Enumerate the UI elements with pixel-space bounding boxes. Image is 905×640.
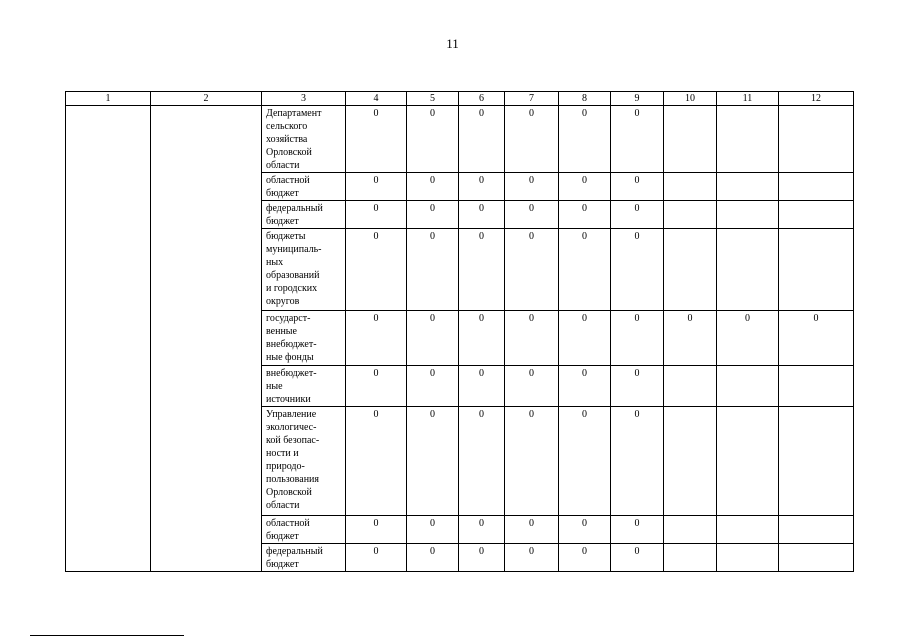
value-cell — [779, 516, 854, 544]
row-label-line: области — [266, 500, 300, 511]
row-label — [262, 201, 346, 229]
row-label-line: экологичес- — [266, 422, 317, 433]
row-label-line: областной — [266, 175, 310, 186]
row-label-line: государст- — [266, 313, 311, 324]
row-label-line: ные — [266, 381, 283, 392]
value-cell: 0 — [407, 201, 459, 229]
row-label-line: Орловской — [266, 147, 312, 158]
value-cell — [717, 229, 779, 311]
value-cell: 0 — [611, 173, 664, 201]
row-label-line: бюджет — [266, 216, 299, 227]
value-cell: 0 — [505, 173, 559, 201]
value-cell: 0 — [779, 311, 854, 366]
value-cell: 0 — [459, 311, 505, 366]
row-label-line: венные — [266, 326, 297, 337]
header-cell: 1 — [66, 92, 151, 106]
table-header-row — [66, 92, 854, 106]
value-cell: 0 — [346, 106, 407, 173]
row-label-line: образований — [266, 270, 320, 281]
value-cell: 0 — [611, 106, 664, 173]
header-cell: 5 — [407, 92, 459, 106]
row-label-line: областной — [266, 518, 310, 529]
value-cell: 0 — [459, 516, 505, 544]
value-cell — [717, 544, 779, 572]
value-cell — [779, 229, 854, 311]
value-cell — [664, 407, 717, 516]
value-cell: 0 — [407, 106, 459, 173]
row-label-line: бюджет — [266, 531, 299, 542]
value-cell: 0 — [664, 311, 717, 366]
footnote-separator — [30, 635, 184, 636]
value-cell: 0 — [505, 366, 559, 407]
value-cell: 0 — [407, 407, 459, 516]
value-cell — [717, 201, 779, 229]
value-cell: 0 — [459, 106, 505, 173]
header-cell: 9 — [611, 92, 664, 106]
value-cell: 0 — [459, 366, 505, 407]
value-cell: 0 — [559, 173, 611, 201]
value-cell: 0 — [611, 366, 664, 407]
value-cell — [779, 201, 854, 229]
row-label-line: Орловской — [266, 487, 312, 498]
header-cell: 8 — [559, 92, 611, 106]
header-cell: 6 — [459, 92, 505, 106]
value-cell — [779, 106, 854, 173]
value-cell: 0 — [459, 544, 505, 572]
value-cell: 0 — [559, 106, 611, 173]
value-cell: 0 — [559, 544, 611, 572]
row-label-line: природо- — [266, 461, 305, 472]
row-label — [262, 407, 346, 516]
row-label — [262, 544, 346, 572]
row-label-line: источники — [266, 394, 311, 405]
value-cell — [664, 229, 717, 311]
row-label-line: и городских — [266, 283, 318, 294]
row-label — [262, 106, 346, 173]
value-cell: 0 — [407, 173, 459, 201]
row-label — [262, 366, 346, 407]
value-cell: 0 — [459, 407, 505, 516]
row-label-line: бюджет — [266, 559, 299, 570]
value-cell: 0 — [559, 201, 611, 229]
header-cell: 11 — [717, 92, 779, 106]
row-label-line: муниципаль- — [266, 244, 322, 255]
value-cell: 0 — [559, 229, 611, 311]
value-cell — [779, 544, 854, 572]
value-cell — [664, 516, 717, 544]
value-cell: 0 — [459, 201, 505, 229]
value-cell: 0 — [346, 201, 407, 229]
value-cell: 0 — [407, 544, 459, 572]
data-table — [65, 91, 854, 572]
value-cell — [664, 366, 717, 407]
value-cell: 0 — [505, 229, 559, 311]
value-cell: 0 — [346, 544, 407, 572]
value-cell: 0 — [346, 229, 407, 311]
row-label-line: Департамент — [266, 108, 322, 119]
value-cell: 0 — [559, 407, 611, 516]
value-cell: 0 — [346, 173, 407, 201]
header-cell: 10 — [664, 92, 717, 106]
value-cell — [664, 106, 717, 173]
header-cell: 12 — [779, 92, 854, 106]
row-label-line: хозяйства — [266, 134, 308, 145]
value-cell: 0 — [559, 516, 611, 544]
table-cell-col1 — [66, 106, 151, 572]
value-cell — [779, 407, 854, 516]
row-label-line: бюджеты — [266, 231, 306, 242]
value-cell: 0 — [717, 311, 779, 366]
value-cell: 0 — [611, 201, 664, 229]
row-label-line: пользования — [266, 474, 319, 485]
value-cell: 0 — [611, 311, 664, 366]
value-cell: 0 — [611, 229, 664, 311]
row-label — [262, 173, 346, 201]
value-cell: 0 — [559, 311, 611, 366]
value-cell — [664, 544, 717, 572]
value-cell: 0 — [505, 311, 559, 366]
value-cell: 0 — [407, 516, 459, 544]
row-label-line: кой безопас- — [266, 435, 320, 446]
row-label-line: области — [266, 160, 300, 171]
value-cell: 0 — [407, 366, 459, 407]
row-label-line: сельского — [266, 121, 308, 132]
row-label-line: округов — [266, 296, 300, 307]
value-cell: 0 — [407, 311, 459, 366]
row-label-line: ности и — [266, 448, 299, 459]
value-cell: 0 — [505, 407, 559, 516]
header-cell: 4 — [346, 92, 407, 106]
value-cell — [664, 173, 717, 201]
value-cell — [664, 201, 717, 229]
row-label-line: внебюджет- — [266, 339, 317, 350]
value-cell: 0 — [459, 229, 505, 311]
header-cell: 2 — [151, 92, 262, 106]
value-cell — [717, 106, 779, 173]
value-cell: 0 — [505, 201, 559, 229]
row-label-line: внебюджет- — [266, 368, 317, 379]
row-label-line: федеральный — [266, 203, 323, 214]
value-cell: 0 — [346, 311, 407, 366]
row-label — [262, 516, 346, 544]
value-cell — [779, 366, 854, 407]
value-cell — [717, 516, 779, 544]
row-label-line: ных — [266, 257, 284, 268]
value-cell: 0 — [346, 366, 407, 407]
value-cell — [779, 173, 854, 201]
row-label-line: бюджет — [266, 188, 299, 199]
header-cell: 3 — [262, 92, 346, 106]
value-cell: 0 — [346, 516, 407, 544]
row-label — [262, 311, 346, 366]
value-cell — [717, 407, 779, 516]
table-cell-col2 — [151, 106, 262, 572]
value-cell — [717, 173, 779, 201]
row-label — [262, 229, 346, 311]
header-cell: 7 — [505, 92, 559, 106]
value-cell: 0 — [505, 544, 559, 572]
value-cell: 0 — [611, 407, 664, 516]
value-cell: 0 — [611, 516, 664, 544]
value-cell: 0 — [505, 516, 559, 544]
value-cell: 0 — [407, 229, 459, 311]
value-cell: 0 — [611, 544, 664, 572]
row-label-line: федеральный — [266, 546, 323, 557]
value-cell: 0 — [559, 366, 611, 407]
row-label-line: ные фонды — [266, 352, 314, 363]
row-label-line: Управление — [266, 409, 317, 420]
value-cell — [717, 366, 779, 407]
table-row — [66, 106, 854, 173]
page-number: 11 — [446, 36, 459, 51]
value-cell: 0 — [459, 173, 505, 201]
value-cell: 0 — [505, 106, 559, 173]
value-cell: 0 — [346, 407, 407, 516]
